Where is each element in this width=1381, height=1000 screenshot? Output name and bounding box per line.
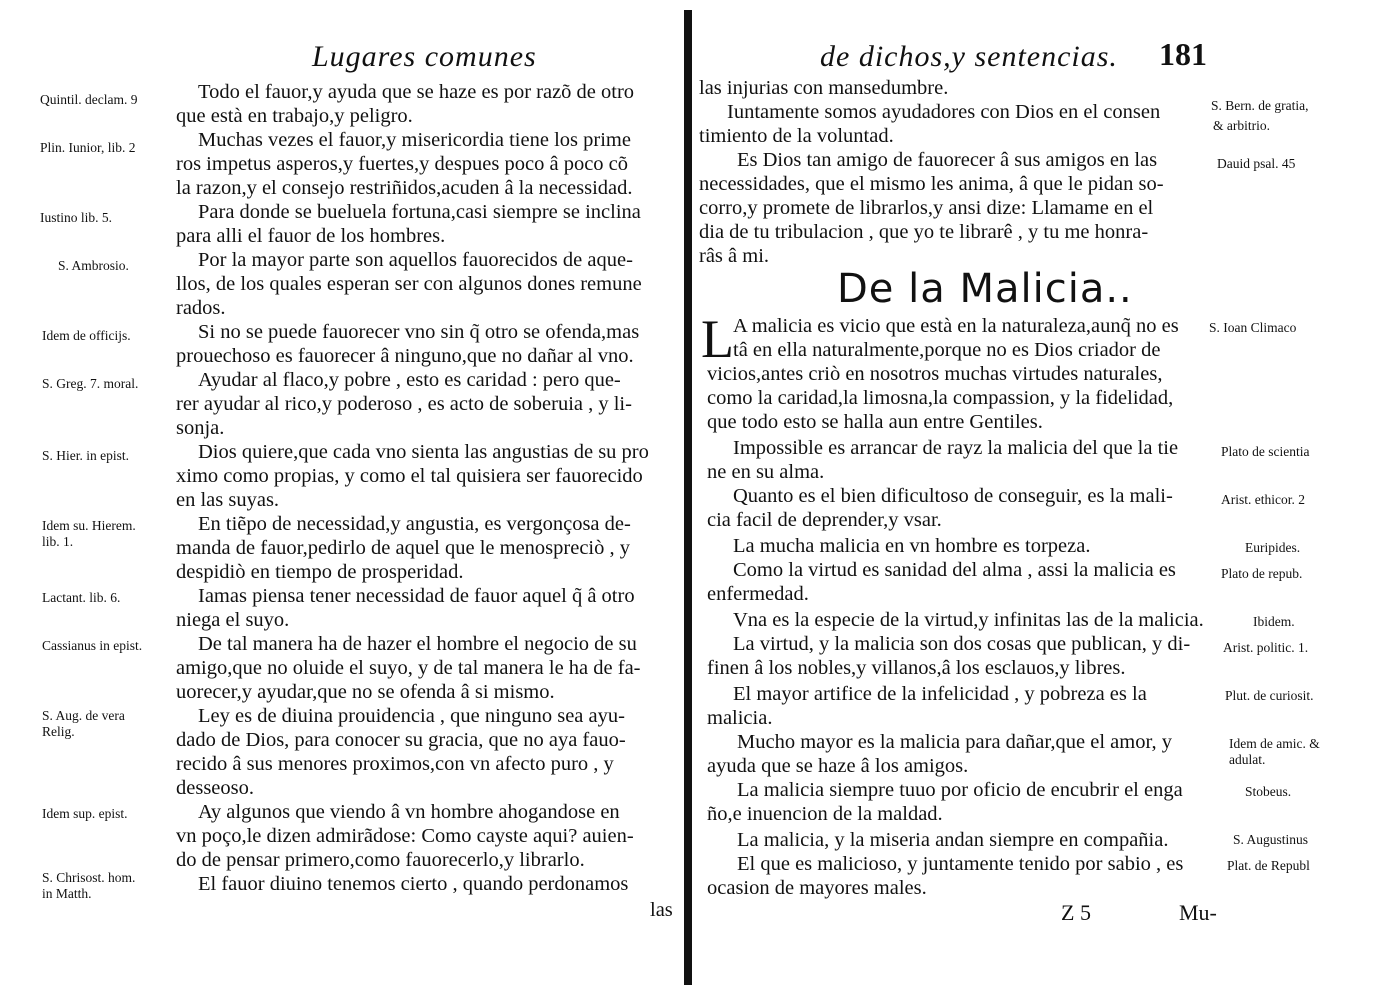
- text-line: Es Dios tan amigo de fauorecer â sus amigos en las: [737, 149, 1158, 171]
- text-line: ayuda que se haze â los amigos.: [707, 755, 969, 777]
- page-number: 181: [1159, 36, 1207, 72]
- text-line: Ayudar al flaco,y pobre , esto es caridad : pero que-: [198, 369, 621, 391]
- text-line: manda de fauor,pedirlo de aquel que le menospreciò , y: [176, 537, 630, 559]
- text-line: El mayor artifice de la infelicidad , y pobreza es la: [733, 683, 1147, 705]
- running-header-right: de dichos,y sentencias.: [820, 40, 1118, 73]
- margin-note: Euripides.: [1245, 540, 1301, 555]
- text-line: Impossible es arrancar de rayz la malicia del que la tie: [733, 437, 1179, 459]
- text-line: Ay algunos que viendo â vn hombre ahogandose en: [198, 801, 620, 823]
- margin-note: Relig.: [42, 724, 75, 739]
- margin-note: Stobeus.: [1245, 784, 1292, 799]
- margin-note: S. Bern. de gratia,: [1211, 98, 1309, 113]
- text-line: tâ en ella naturalmente,porque no es Dios criador de: [733, 339, 1161, 361]
- margin-note: S. Hier. in epist.: [42, 448, 129, 463]
- text-line: La malicia, y la miseria andan siempre en compañia.: [737, 829, 1169, 851]
- text-line: Iuntamente somos ayudadores con Dios en el consen: [727, 101, 1161, 123]
- text-line: malicia.: [707, 707, 773, 729]
- text-line: corro,y promete de librarlos,y ansi dize: Llamame en el: [699, 197, 1154, 219]
- margin-note: S. Aug. de vera: [42, 708, 125, 723]
- margin-note: Plin. Iunior, lib. 2: [40, 140, 136, 155]
- margin-note: Lactant. lib. 6.: [42, 590, 121, 605]
- margin-note: S. Ioan Climaco: [1209, 320, 1297, 335]
- text-line: dado de Dios, para conocer su gracia, que no aya fauo-: [176, 729, 626, 751]
- section-title: De la Malicia..: [837, 266, 1133, 312]
- text-line: las injurias con mansedumbre.: [699, 77, 949, 99]
- text-line: necessidades, que el mismo les anima, â que le pidan so-: [699, 173, 1164, 195]
- text-line: rados.: [176, 297, 226, 319]
- text-line: uorecer,y ayudar,que no se ofenda â si mismo.: [176, 681, 555, 703]
- text-line: Dios quiere,que cada vno sienta las angustias de su pro: [198, 441, 649, 463]
- margin-note: Plut. de curiosit.: [1225, 688, 1314, 703]
- text-line: la razon,y el consejo restriñidos,acuden â la necessidad.: [176, 177, 633, 199]
- margin-note: Ibidem.: [1253, 614, 1295, 629]
- margin-note: Idem sup. epist.: [42, 806, 128, 821]
- margin-note: in Matth.: [42, 886, 92, 901]
- text-line: A malicia es vicio que està en la naturaleza,aunq̃ no es: [733, 315, 1179, 337]
- right-page: [697, 0, 1381, 1000]
- text-line: llos, de los quales esperan ser con algunos dones remune: [176, 273, 642, 295]
- margin-note: S. Chrisost. hom.: [42, 870, 136, 885]
- margin-note: Idem de amic. &: [1229, 736, 1320, 751]
- text-line: que todo esto se halla aun entre Gentiles.: [707, 411, 1043, 433]
- catchword-right: Mu-: [1179, 900, 1217, 925]
- text-line: Quanto es el bien dificultoso de conseguir, es la mali-: [733, 485, 1173, 507]
- drop-cap: L: [701, 309, 734, 369]
- text-line: desseoso.: [176, 777, 255, 799]
- text-line: do de pensar primero,como fauorecerlo,y librarlo.: [176, 849, 585, 871]
- margin-note: Plato de scientia: [1221, 444, 1310, 459]
- margin-note: Dauid psal. 45: [1217, 156, 1296, 171]
- text-line: Mucho mayor es la malicia para dañar,que el amor, y: [737, 731, 1172, 753]
- text-line: râs â mi.: [699, 245, 770, 267]
- text-line: En tiẽpo de necessidad,y angustia, es vergonçosa de-: [198, 513, 631, 535]
- margin-note: lib. 1.: [42, 534, 74, 549]
- catchword-left: las: [650, 899, 673, 921]
- margin-note: Idem su. Hierem.: [42, 518, 136, 533]
- text-line: ros impetus asperos,y fuertes,y despues poco â poco cõ: [176, 153, 629, 175]
- text-line: timiento de la voluntad.: [699, 125, 894, 147]
- text-line: vicios,antes criò en nosotros muchas virtudes naturales,: [707, 363, 1163, 385]
- text-line: en las suyas.: [176, 489, 280, 511]
- text-line: Como la virtud es sanidad del alma , assi la malicia es: [733, 559, 1176, 581]
- margin-note: Cassianus in epist.: [42, 638, 143, 653]
- running-header-left: Lugares comunes: [312, 40, 537, 73]
- signature-mark: Z 5: [1061, 900, 1091, 925]
- text-line: vn poço,le dizen admirãdose: Como cayste aqui? auien-: [176, 825, 634, 847]
- margin-note: S. Greg. 7. moral.: [42, 376, 139, 391]
- text-line: enfermedad.: [707, 583, 809, 605]
- text-line: sonja.: [176, 417, 225, 439]
- text-line: prouechoso es fauorecer â ninguno,que no dañar al vno.: [176, 345, 634, 367]
- text-line: ne en su alma.: [707, 461, 825, 483]
- margin-note: Arist. politic. 1.: [1223, 640, 1309, 655]
- text-line: Si no se puede fauorecer vno sin q̃ otro se ofenda,mas: [198, 321, 640, 343]
- text-line: finen â los nobles,y villanos,â los esclauos,y libres.: [707, 657, 1126, 679]
- margin-note: Idem de officijs.: [42, 328, 131, 343]
- text-line: La malicia siempre tuuo por oficio de encubrir el enga: [737, 779, 1183, 801]
- text-line: niega el suyo.: [176, 609, 290, 631]
- text-line: ocasion de mayores males.: [707, 877, 927, 899]
- margin-note: adulat.: [1229, 752, 1266, 767]
- text-line: El que es malicioso, y juntamente tenido por sabio , es: [737, 853, 1184, 875]
- text-line: que està en trabajo,y peligro.: [176, 105, 413, 127]
- text-line: Vna es la especie de la virtud,y infinitas las de la malicia.: [733, 609, 1204, 631]
- margin-note: S. Augustinus: [1233, 832, 1309, 847]
- margin-note: & arbitrio.: [1213, 118, 1270, 133]
- text-line: Todo el fauor,y ayuda que se haze es por razõ de otro: [198, 81, 635, 103]
- text-line: ximo como propias, y como el tal quisiera ser fauorecido: [176, 465, 643, 487]
- text-line: para alli el fauor de los hombres.: [176, 225, 446, 247]
- text-line: Para donde se bueluela fortuna,casi siempre se inclina: [198, 201, 641, 223]
- text-line: amigo,que no oluide el suyo, y de tal manera le ha de fa-: [176, 657, 641, 679]
- text-line: dia de tu tribulacion , que yo te librarê , y tu me honra-: [699, 221, 1149, 243]
- margin-note: S. Ambrosio.: [58, 258, 129, 273]
- text-line: ño,e inuencion de la maldad.: [707, 803, 943, 825]
- margin-note: Plat. de Republ: [1227, 858, 1310, 873]
- text-line: El fauor diuino tenemos cierto , quando perdonamos: [198, 873, 629, 895]
- text-line: De tal manera ha de hazer el hombre el negocio de su: [198, 633, 637, 655]
- margin-note: Iustino lib. 5.: [40, 210, 113, 225]
- text-line: La mucha malicia en vn hombre es torpeza.: [733, 535, 1091, 557]
- text-line: Iamas piensa tener necessidad de fauor aquel q̃ â otro: [198, 585, 635, 607]
- text-line: cia facil de deprender,y vsar.: [707, 509, 942, 531]
- text-line: La virtud, y la malicia son dos cosas que publican, y di-: [733, 633, 1191, 655]
- text-line: Por la mayor parte son aquellos fauorecidos de aque-: [198, 249, 633, 271]
- margin-note: Arist. ethicor. 2: [1221, 492, 1305, 507]
- text-line: despidiò en tiempo de prosperidad.: [176, 561, 464, 583]
- text-line: recido â sus menores proximos,con vn afecto puro , y: [176, 753, 614, 775]
- text-line: como la caridad,la limosna,la compassion, y la fidelidad,: [707, 387, 1174, 409]
- margin-note: Quintil. declam. 9: [40, 92, 138, 107]
- text-line: Muchas vezes el fauor,y misericordia tiene los prime: [198, 129, 631, 151]
- left-page: [0, 0, 688, 1000]
- text-line: Ley es de diuina prouidencia , que ninguno sea ayu-: [198, 705, 625, 727]
- text-line: rer ayudar al rico,y poderoso , es acto de soberuia , y li-: [176, 393, 632, 415]
- margin-note: Plato de repub.: [1221, 566, 1303, 581]
